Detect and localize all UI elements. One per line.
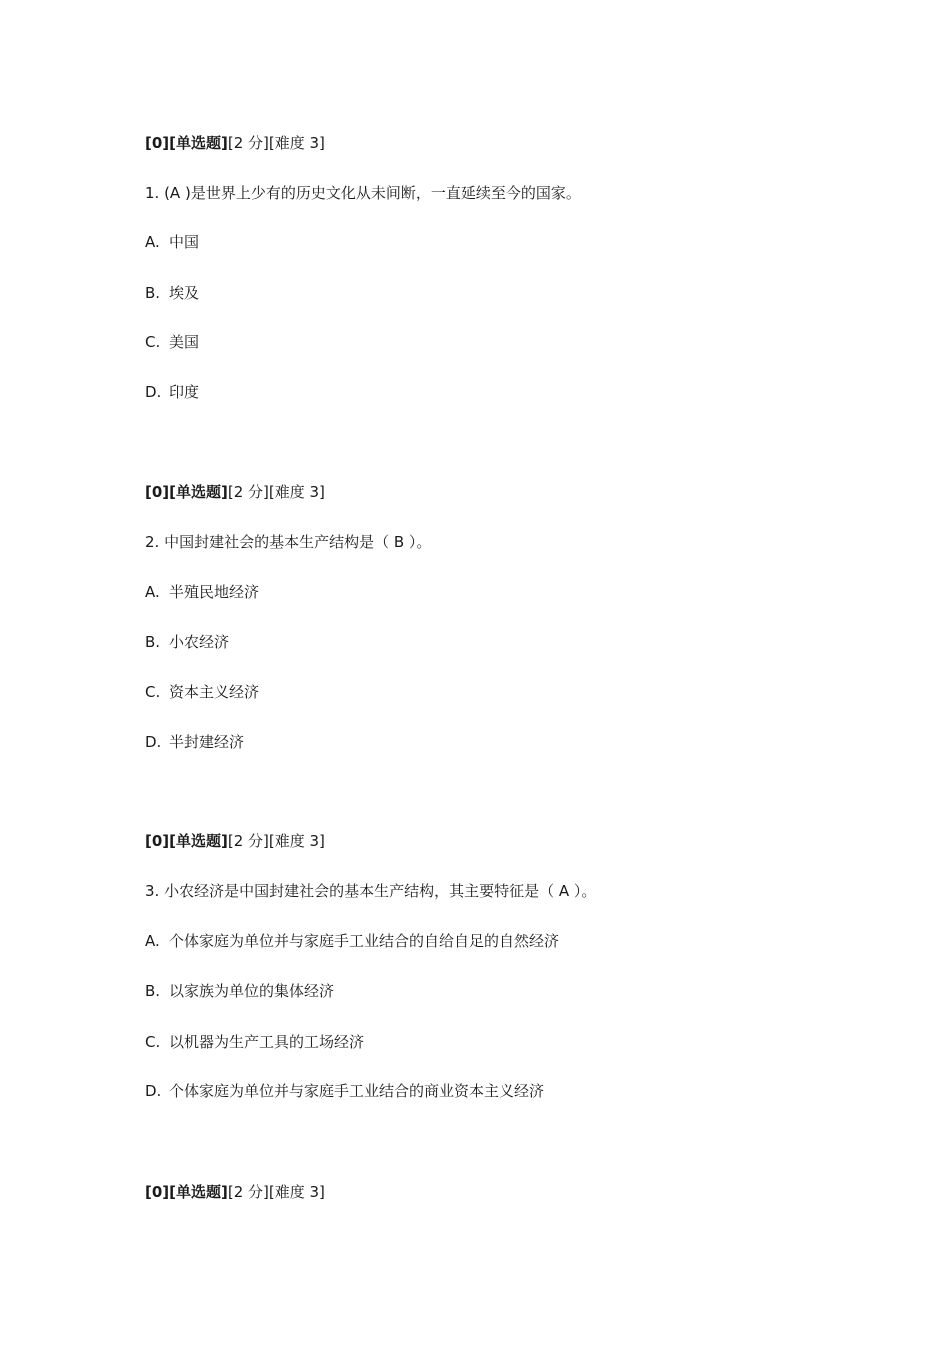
- option-letter: B.: [145, 982, 161, 1000]
- option-text: 半殖民地经济: [169, 583, 260, 601]
- option-text: 个体家庭为单位并与家庭手工业结合的商业资本主义经济: [169, 1082, 545, 1100]
- option-item: [145, 283, 199, 303]
- option-item: [145, 382, 199, 402]
- question-score-difficulty: [2 分][难度 3]: [227, 483, 325, 501]
- question-type-tag: [0][单选题]: [145, 483, 228, 501]
- option-text: 中国: [169, 233, 200, 251]
- option-letter: A.: [145, 583, 160, 601]
- question-type-tag: [0][单选题]: [145, 832, 228, 850]
- option-item: [145, 582, 259, 602]
- option-letter: D.: [145, 733, 162, 751]
- option-letter: D.: [145, 1082, 162, 1100]
- option-item: [145, 232, 199, 252]
- question-header: [145, 133, 325, 153]
- question-type-tag: [0][单选题]: [145, 134, 228, 152]
- option-item: [145, 732, 244, 752]
- option-letter: D.: [145, 383, 162, 401]
- question-score-difficulty: [2 分][难度 3]: [227, 134, 325, 152]
- option-text: 美国: [169, 333, 200, 351]
- option-text: 半封建经济: [169, 733, 245, 751]
- option-letter: A.: [145, 932, 160, 950]
- option-item: [145, 931, 559, 951]
- option-letter: C.: [145, 1033, 161, 1051]
- question-stem: 1. (A )是世界上少有的历史文化从未间断，一直延续至今的国家。: [145, 184, 581, 202]
- option-letter: A.: [145, 233, 160, 251]
- question-score-difficulty: [2 分][难度 3]: [227, 1183, 325, 1201]
- option-item: [145, 1032, 364, 1052]
- option-item: [145, 332, 199, 352]
- question-stem: 2. 中国封建社会的基本生产结构是（ B ）。: [145, 533, 432, 551]
- option-letter: C.: [145, 333, 161, 351]
- option-text: 小农经济: [169, 633, 230, 651]
- option-letter: B.: [145, 633, 161, 651]
- question-stem: 3. 小农经济是中国封建社会的基本生产结构，其主要特征是（ A ）。: [145, 882, 597, 900]
- option-text: 资本主义经济: [169, 683, 260, 701]
- question-header: [145, 831, 325, 851]
- question-type-tag: [0][单选题]: [145, 1183, 228, 1201]
- option-text: 埃及: [169, 284, 200, 302]
- option-text: 以家族为单位的集体经济: [169, 982, 335, 1000]
- option-letter: C.: [145, 683, 161, 701]
- option-item: [145, 981, 334, 1001]
- option-item: [145, 1081, 544, 1101]
- option-text: 以机器为生产工具的工场经济: [169, 1033, 365, 1051]
- option-text: 个体家庭为单位并与家庭手工业结合的自给自足的自然经济: [169, 932, 560, 950]
- question-header: [145, 1182, 325, 1202]
- option-letter: B.: [145, 284, 161, 302]
- option-item: [145, 632, 229, 652]
- option-item: [145, 682, 259, 702]
- question-header: [145, 482, 325, 502]
- option-text: 印度: [169, 383, 200, 401]
- question-score-difficulty: [2 分][难度 3]: [227, 832, 325, 850]
